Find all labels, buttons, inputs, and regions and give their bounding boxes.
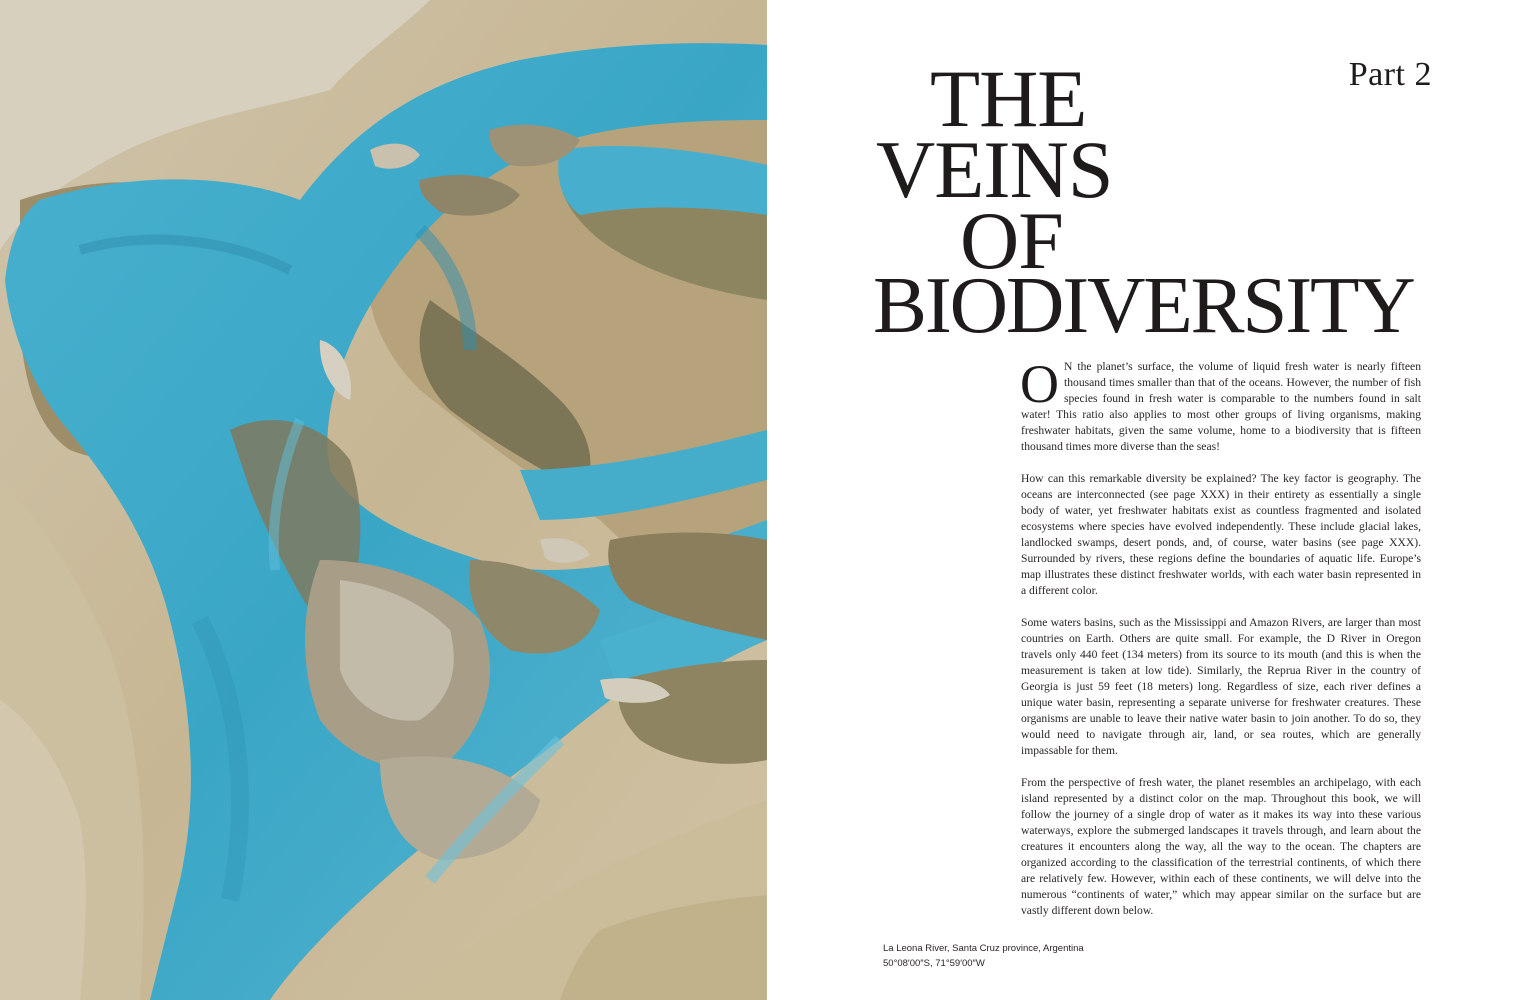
caption-coordinates: 50°08′00″S, 71°59′00″W: [883, 958, 985, 969]
title-line-2: VEINS: [876, 124, 1113, 215]
body-text: [1020, 354, 1421, 935]
body-paragraph: How can this remarkable diversity be explained? The key factor is geography. The oceans are interconnected (see page XXX) in their entirety as essentially a single body of water, yet freshwater habitats exist as countless fragmented and isolated ecosystems where species have evolved independently. These include glacial lakes, landlocked swamps, desert ponds, and, of course, water basins (see page XXX). Surrounded by rivers, these regions define the boundaries of aquatic life. Europe’s map illustrates these distinct freshwater worlds, with each water basin represented in a different color.: [1021, 472, 1421, 597]
photo-caption: [883, 941, 1084, 971]
drop-cap: O: [1020, 354, 1059, 414]
part-label: Part 2: [1348, 56, 1432, 93]
text-page: [767, 0, 1533, 1000]
body-paragraph: Some waters basins, such as the Mississippi and Amazon Rivers, are larger than most countries on Earth. Others are quite small. For example, the D River in Oregon travels only 440 feet (134 meters) from its source to its mouth (and this is when the measurement is taken at low tide). Similarly, the Repruа River in the country of Georgia is just 59 feet (18 meters) long. Regardless of size, each river defines a unique water basin, representing a separate universe for freshwater creatures. These organisms are unable to leave their native water basin to join another. To do so, they would need to navigate through air, land, or sea routes, which are generally impassable for them.: [1021, 616, 1421, 757]
title-line-4: BIODIVERSITY: [873, 260, 1414, 350]
intro-paragraph: [1020, 354, 1421, 455]
title-line-1: THE: [930, 53, 1087, 144]
caption-location: La Leona River, Santa Cruz province, Argentina: [883, 943, 1084, 954]
intro-paragraph-text: N the planet’s surface, the volume of liquid fresh water is nearly fifteen thousand times smaller than that of the oceans. However, the number of fish species found in fresh water is comparable to the numbers found in salt water! This ratio also applies to most other groups of living organisms, making freshwater habitats, given the same volume, home to a biodiversity that is fifteen thousand times more diverse than the seas!: [1021, 360, 1421, 453]
body-paragraph: From the perspective of fresh water, the planet resembles an archipelago, with each island represented by a distinct color on the map. Throughout this book, we will follow the journey of a single drop of water as it makes its way into these various waterways, explore the submerged landscapes it travels through, and learn about the creatures it encounters along the way, all the way to the ocean. The chapters are organized according to the classification of the terrestrial continents, of which there are relatively few. However, within each of these continents, we will delve into the numerous “continents of water,” which may appear similar on the surface but are vastly different down below.: [1021, 776, 1421, 917]
title-line-3: OF: [960, 195, 1063, 286]
